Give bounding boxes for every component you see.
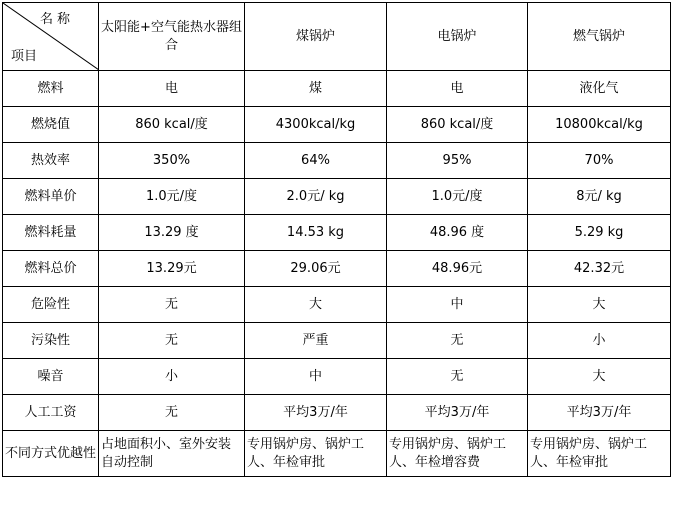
table-cell: 5.29 kg: [528, 215, 671, 251]
table-cell: 小: [99, 359, 245, 395]
table-cell: 煤: [245, 71, 387, 107]
table-cell: 中: [387, 287, 528, 323]
table-cell: 无: [387, 323, 528, 359]
row-label: 危险性: [3, 287, 99, 323]
heater-comparison-table: [2, 2, 671, 477]
table-cell: 小: [528, 323, 671, 359]
table-row: [3, 287, 671, 323]
row-label: 污染性: [3, 323, 99, 359]
table-row: [3, 395, 671, 431]
table-cell: 无: [387, 359, 528, 395]
table-cell: 占地面积小、室外安装自动控制: [99, 431, 245, 477]
table-cell: 大: [528, 359, 671, 395]
table-cell: 大: [245, 287, 387, 323]
corner-header-cell: [3, 3, 99, 71]
table-cell: 无: [99, 395, 245, 431]
header-row: [3, 3, 671, 71]
table-cell: 8元/ kg: [528, 179, 671, 215]
table-cell: 中: [245, 359, 387, 395]
table-cell: 350%: [99, 143, 245, 179]
row-label: 燃料: [3, 71, 99, 107]
row-label: 燃烧值: [3, 107, 99, 143]
row-label: 不同方式优越性: [3, 431, 99, 477]
table-cell: 电: [387, 71, 528, 107]
table-cell: 13.29元: [99, 251, 245, 287]
table-cell: 1.0元/度: [387, 179, 528, 215]
table-cell: 1.0元/度: [99, 179, 245, 215]
table-row: [3, 107, 671, 143]
table-cell: 大: [528, 287, 671, 323]
table-cell: 860 kcal/度: [387, 107, 528, 143]
table-cell: 42.32元: [528, 251, 671, 287]
table-row: [3, 143, 671, 179]
table-cell: 专用锅炉房、锅炉工人、年检审批: [528, 431, 671, 477]
table-cell: 无: [99, 323, 245, 359]
comparison-table-wrapper: [2, 2, 671, 477]
table-cell: 平均3万/年: [528, 395, 671, 431]
table-cell: 29.06元: [245, 251, 387, 287]
table-cell: 64%: [245, 143, 387, 179]
table-cell: 70%: [528, 143, 671, 179]
table-cell: 4300kcal/kg: [245, 107, 387, 143]
table-cell: 严重: [245, 323, 387, 359]
column-header: 电锅炉: [387, 3, 528, 71]
row-label: 燃料总价: [3, 251, 99, 287]
column-header: 燃气锅炉: [528, 3, 671, 71]
table-cell: 95%: [387, 143, 528, 179]
table-cell: 13.29 度: [99, 215, 245, 251]
row-label: 燃料单价: [3, 179, 99, 215]
table-cell: 14.53 kg: [245, 215, 387, 251]
column-header: 太阳能+空气能热水器组合: [99, 3, 245, 71]
table-cell: 860 kcal/度: [99, 107, 245, 143]
corner-bottom-label: 项目: [11, 49, 38, 64]
table-row: [3, 359, 671, 395]
row-label: 热效率: [3, 143, 99, 179]
table-cell: 平均3万/年: [245, 395, 387, 431]
row-label: 噪音: [3, 359, 99, 395]
table-cell: 专用锅炉房、锅炉工人、年检增容费: [387, 431, 528, 477]
row-label: 人工工资: [3, 395, 99, 431]
table-row: [3, 215, 671, 251]
column-header: 煤锅炉: [245, 3, 387, 71]
table-row: [3, 71, 671, 107]
table-cell: 无: [99, 287, 245, 323]
table-cell: 平均3万/年: [387, 395, 528, 431]
table-row: [3, 251, 671, 287]
table-cell: 电: [99, 71, 245, 107]
table-row: [3, 179, 671, 215]
table-cell: 专用锅炉房、锅炉工人、年检审批: [245, 431, 387, 477]
table-row: [3, 431, 671, 477]
row-label: 燃料耗量: [3, 215, 99, 251]
table-cell: 液化气: [528, 71, 671, 107]
corner-top-label: 名称: [39, 12, 74, 27]
table-cell: 48.96元: [387, 251, 528, 287]
table-cell: 2.0元/ kg: [245, 179, 387, 215]
table-cell: 48.96 度: [387, 215, 528, 251]
table-row: [3, 323, 671, 359]
table-cell: 10800kcal/kg: [528, 107, 671, 143]
